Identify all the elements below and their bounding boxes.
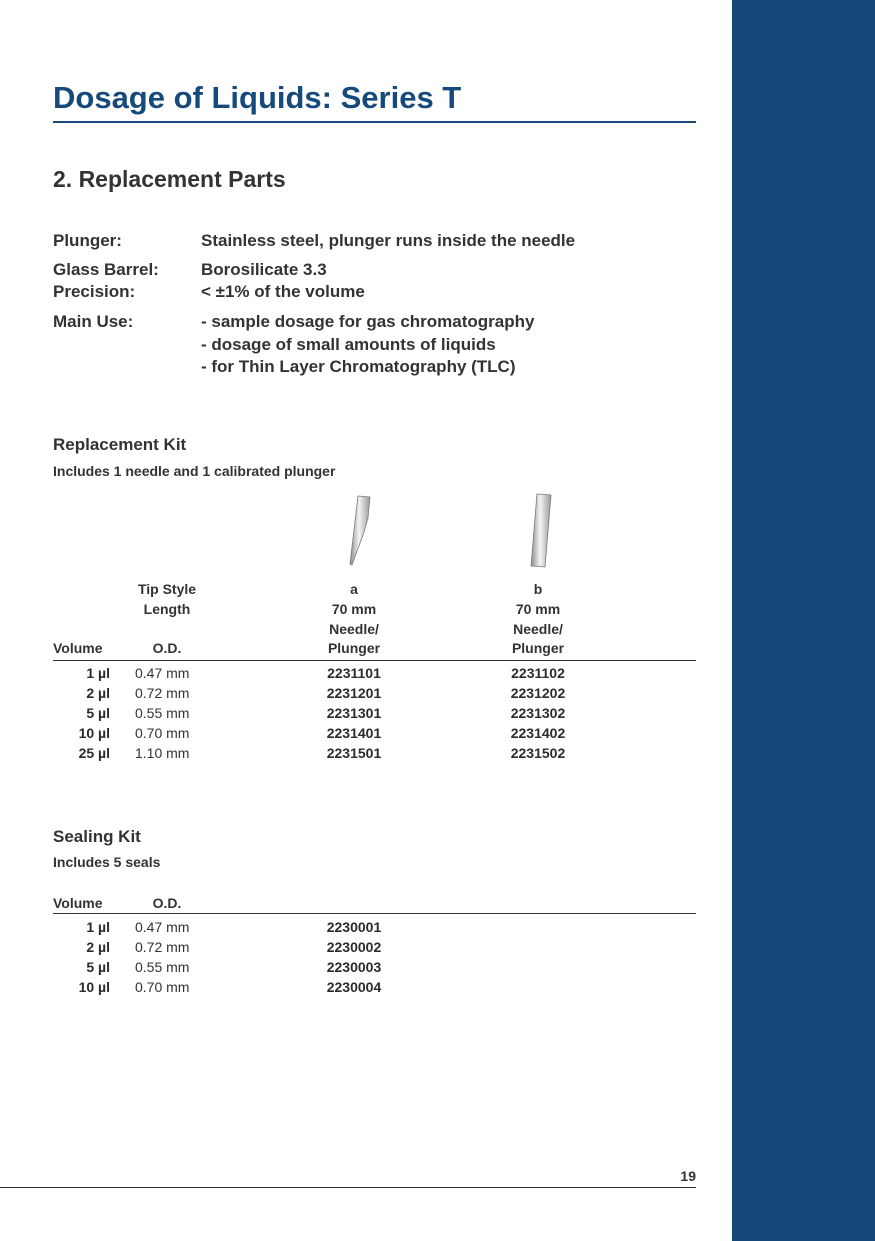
od-cell: 0.70 mm: [135, 979, 190, 995]
volume-cell: 10 µl: [78, 979, 110, 995]
header-col-b-length: 70 mm: [515, 601, 561, 617]
sealing-table-divider: [53, 913, 696, 914]
seal-code-cell: 2230003: [326, 959, 382, 975]
volume-cell: 10 µl: [78, 725, 110, 741]
page-title: Dosage of Liquids: Series T: [53, 80, 462, 115]
od-cell: 1.10 mm: [135, 745, 190, 761]
spec-label-plunger: Plunger:: [53, 231, 122, 250]
header-col-b-letter: b: [533, 581, 543, 597]
header-col-a-length: 70 mm: [331, 601, 377, 617]
table-row: [53, 959, 696, 979]
od-cell: 0.70 mm: [135, 725, 190, 741]
sealing-header-volume: Volume: [53, 895, 103, 911]
od-cell: 0.47 mm: [135, 665, 190, 681]
table-row: [53, 725, 696, 745]
article-b-cell: 2231302: [510, 705, 566, 721]
article-a-cell: 2231201: [326, 685, 382, 701]
article-b-cell: 2231502: [510, 745, 566, 761]
volume-cell: 1 µl: [86, 665, 110, 681]
table-row: [53, 665, 696, 685]
volume-cell: 5 µl: [86, 705, 110, 721]
replacement-kit-title: Replacement Kit: [53, 435, 187, 454]
article-a-cell: 2231501: [326, 745, 382, 761]
article-b-cell: 2231202: [510, 685, 566, 701]
footer-divider: [0, 1187, 696, 1188]
table-row: [53, 745, 696, 765]
od-cell: 0.72 mm: [135, 685, 190, 701]
volume-cell: 2 µl: [86, 685, 110, 701]
header-tip-style: Tip Style: [137, 581, 197, 597]
sealing-kit-title: Sealing Kit: [53, 827, 141, 846]
volume-cell: 25 µl: [78, 745, 110, 761]
sealing-kit-subtitle: Includes 5 seals: [53, 854, 161, 870]
replacement-kit-subtitle: Includes 1 needle and 1 calibrated plunger: [53, 463, 336, 479]
needle-tip-b-image: [528, 493, 556, 569]
header-od: O.D.: [152, 640, 182, 656]
seal-code-cell: 2230001: [326, 919, 382, 935]
header-col-a-line1: Needle/: [329, 621, 379, 637]
table-row: [53, 685, 696, 705]
spec-label-precision: Precision:: [53, 282, 136, 301]
od-cell: 0.72 mm: [135, 939, 190, 955]
seal-code-cell: 2230002: [326, 939, 382, 955]
replacement-table-divider: [53, 660, 696, 661]
spec-value-precision: < ±1% of the volume: [201, 282, 365, 301]
spec-value-plunger: Stainless steel, plunger runs inside the needle: [201, 231, 576, 250]
table-row: [53, 919, 696, 939]
page-number: 19: [680, 1168, 696, 1184]
title-divider: [53, 121, 696, 123]
od-cell: 0.55 mm: [135, 959, 190, 975]
section-heading: 2. Replacement Parts: [53, 166, 286, 192]
article-b-cell: 2231402: [510, 725, 566, 741]
sealing-header-od: O.D.: [152, 895, 182, 911]
spec-value-glass-barrel: Borosilicate 3.3: [201, 260, 327, 279]
spec-value-main-use-2: - dosage of small amounts of liquids: [201, 335, 496, 354]
od-cell: 0.55 mm: [135, 705, 190, 721]
volume-cell: 2 µl: [86, 939, 110, 955]
table-row: [53, 979, 696, 999]
needle-tip-a-image: [340, 494, 384, 568]
article-b-cell: 2231102: [511, 665, 565, 681]
spec-value-main-use-1: - sample dosage for gas chromatography: [201, 312, 535, 331]
article-a-cell: 2231101: [327, 665, 381, 681]
spec-label-main-use: Main Use:: [53, 312, 134, 331]
header-length: Length: [143, 601, 191, 617]
seal-code-cell: 2230004: [326, 979, 382, 995]
article-a-cell: 2231401: [326, 725, 382, 741]
table-row: [53, 705, 696, 725]
article-a-cell: 2231301: [326, 705, 382, 721]
od-cell: 0.47 mm: [135, 919, 190, 935]
header-col-b-line2: Plunger: [511, 640, 565, 656]
volume-cell: 5 µl: [86, 959, 110, 975]
header-volume: Volume: [53, 640, 103, 656]
table-row: [53, 939, 696, 959]
brand-sidebar: [732, 0, 875, 1241]
header-col-a-line2: Plunger: [327, 640, 381, 656]
volume-cell: 1 µl: [86, 919, 110, 935]
spec-label-glass-barrel: Glass Barrel:: [53, 260, 159, 279]
header-col-b-line1: Needle/: [513, 621, 563, 637]
header-col-a-letter: a: [350, 581, 358, 597]
spec-value-main-use-3: - for Thin Layer Chromatography (TLC): [201, 357, 516, 376]
